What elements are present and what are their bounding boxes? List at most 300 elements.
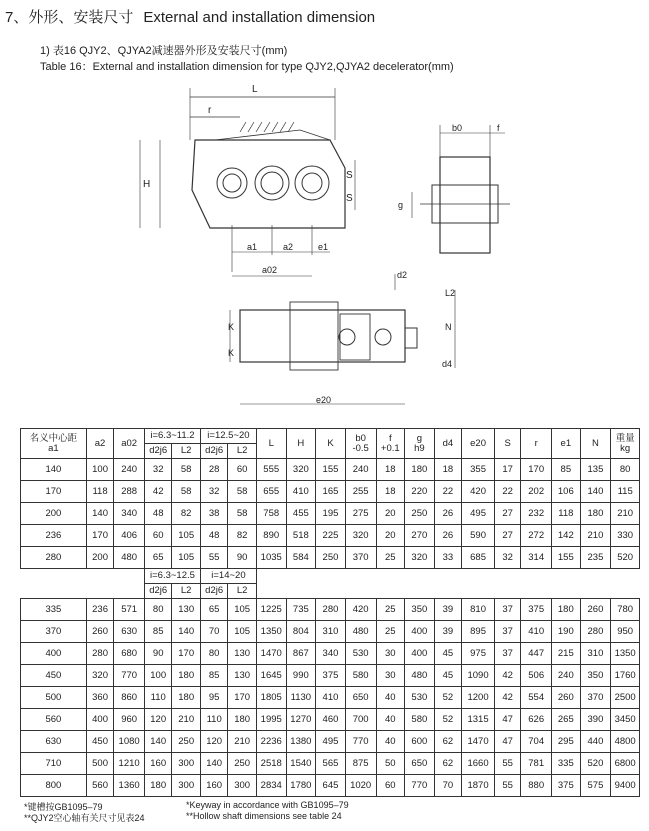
table-cell: 554 [521,687,552,709]
column-header: d4 [434,429,461,459]
table-cell: 700 [345,709,376,731]
table-cell: 42 [144,481,171,503]
table-cell: 280 [316,599,346,621]
table-cell: 140 [172,621,201,643]
table-cell: 100 [144,665,171,687]
table-cell: 170 [521,459,552,481]
table-cell: 2236 [256,731,286,753]
table-cell: 210 [172,709,201,731]
table-cell: 1870 [462,775,495,797]
table-body [21,459,640,797]
table-cell: 440 [580,731,611,753]
table-cell: 250 [316,547,346,569]
footnote-keyway-en: *Keyway in accordance with GB1095–79 [186,800,349,810]
table-cell: 1315 [462,709,495,731]
table-cell: 518 [286,525,316,547]
table-cell: 180 [144,775,171,797]
table-cell: 300 [172,775,201,797]
footnote-hollow-shaft-cn: **QJY2空心轴有关尺寸见表24 [24,813,145,823]
label-H: H [143,179,151,190]
table-cell: 142 [552,525,581,547]
table-cell: 200 [86,547,113,569]
table-cell: 1200 [462,687,495,709]
front-view-drawing [140,84,355,276]
table-cell: 1380 [286,731,316,753]
table-cell: 875 [345,753,376,775]
table-cell: 375 [552,775,581,797]
table-cell: 210 [228,731,257,753]
column-header: L [256,429,286,459]
table-row [21,459,640,481]
table-cell: 42 [495,687,521,709]
table-cell: 240 [345,459,376,481]
table-cell: 170 [86,525,113,547]
table-cell: 70 [200,621,227,643]
table-cell: 105 [172,525,201,547]
table-cell: 1360 [114,775,145,797]
column-header: e20 [462,429,495,459]
table-cell: 58 [228,481,257,503]
table-cell: 375 [316,665,346,687]
table-cell: 895 [462,621,495,643]
table-cell: 410 [521,621,552,643]
table-header [21,429,640,459]
label-e20: e20 [316,395,332,405]
table-cell: 400 [21,643,87,665]
table-cell: 58 [228,503,257,525]
table-cell: 460 [316,709,346,731]
footnote-keyway-cn: *键槽按GB1095–79 [24,802,103,812]
table-cell: 90 [144,643,171,665]
table-cell: 320 [286,459,316,481]
table-cell: 360 [86,687,113,709]
table-cell: 275 [345,503,376,525]
secondary-header-row [21,569,640,584]
table-cell: 120 [200,731,227,753]
table-cell: 235 [580,547,611,569]
table-cell: 60 [144,525,171,547]
table-cell: 6800 [611,753,640,775]
table-cell: 105 [228,621,257,643]
table-cell: 406 [114,525,145,547]
table-cell: 155 [316,459,346,481]
table-cell: 26 [434,525,461,547]
table-cell: 55 [495,775,521,797]
section-heading-cn: 7、外形、安装尺寸 [5,9,134,26]
table-cell: 758 [256,503,286,525]
table-cell: 320 [405,547,435,569]
table-cell: 90 [228,547,257,569]
table-cell: 220 [405,481,435,503]
label-b0: b0 [452,123,463,133]
table-cell: 180 [172,665,201,687]
table-cell: 60 [376,775,405,797]
table-cell: 447 [521,643,552,665]
table-cell: 95 [200,687,227,709]
top-view-drawing [228,270,455,405]
table-cell: 110 [144,687,171,709]
table-cell: 42 [495,665,521,687]
table-row [21,687,640,709]
table-cell: 350 [405,599,435,621]
table-cell: 18 [376,459,405,481]
table-caption-cn: 1) 表16 QJY2、QJYA2减速器外形及安装尺寸(mm) [40,45,288,57]
header-ratio-group: i=6.3~12.5 [144,569,200,584]
table-cell: 165 [316,481,346,503]
column-subheader: d2j6 [200,584,227,599]
column-header: e1 [552,429,581,459]
table-cell: 27 [495,525,521,547]
table-cell: 27 [495,503,521,525]
table-cell: 630 [114,621,145,643]
table-cell: 1225 [256,599,286,621]
table-cell: 180 [552,599,581,621]
side-view-drawing [398,123,510,253]
table-cell: 48 [144,503,171,525]
table-cell: 255 [345,481,376,503]
column-subheader: d2j6 [144,444,171,459]
label-S-lower: S [346,193,353,204]
table-cell: 770 [405,775,435,797]
table-cell: 130 [172,599,201,621]
table-cell: 120 [144,709,171,731]
table-cell: 1540 [286,753,316,775]
table-cell: 170 [21,481,87,503]
table-cell: 215 [552,643,581,665]
table-cell: 195 [316,503,346,525]
table-cell: 52 [434,687,461,709]
table-cell: 37 [495,621,521,643]
table-cell: 590 [462,525,495,547]
table-cell: 250 [172,731,201,753]
table-cell: 1645 [256,665,286,687]
table-cell: 375 [521,599,552,621]
table-cell: 250 [228,753,257,775]
table-cell: 2834 [256,775,286,797]
label-L: L [252,84,258,95]
table-cell: 330 [611,525,640,547]
table-cell: 58 [172,481,201,503]
label-a02: a02 [262,265,278,275]
table-cell: 38 [200,503,227,525]
table-cell: 655 [256,481,286,503]
table-cell: 45 [434,643,461,665]
table-cell: 310 [580,643,611,665]
table-cell: 58 [172,459,201,481]
table-cell: 626 [521,709,552,731]
column-header: b0 -0.5 [345,429,376,459]
table-cell: 115 [611,481,640,503]
table-cell: 170 [228,687,257,709]
table-cell: 2500 [611,687,640,709]
table-cell: 1350 [611,643,640,665]
table-cell: 48 [200,525,227,547]
table-cell: 250 [405,503,435,525]
label-L2: L2 [445,288,456,298]
table-cell: 100 [86,459,113,481]
table-cell: 530 [345,643,376,665]
table-cell: 867 [286,643,316,665]
column-header: 名义中心距 a1 [21,429,87,459]
table-cell: 314 [521,547,552,569]
table-cell: 47 [495,709,521,731]
column-header: 重量 kg [611,429,640,459]
table-cell: 1270 [286,709,316,731]
table-cell: 1780 [286,775,316,797]
table-cell: 810 [462,599,495,621]
table-cell: 950 [611,621,640,643]
table-cell: 685 [462,547,495,569]
table-cell: 190 [552,621,581,643]
table-cell: 225 [316,525,346,547]
table-cell: 260 [86,621,113,643]
table-cell: 200 [21,503,87,525]
table-cell: 280 [580,621,611,643]
table-row [21,621,640,643]
table-cell: 770 [345,731,376,753]
table-cell: 118 [86,481,113,503]
table-cell: 26 [434,503,461,525]
table-row [21,481,640,503]
table-cell: 130 [228,643,257,665]
table-cell: 110 [200,709,227,731]
table-cell: 710 [21,753,87,775]
table-cell: 80 [200,643,227,665]
table-cell: 645 [316,775,346,797]
blank-cell [256,569,639,599]
table-cell: 30 [376,643,405,665]
column-subheader: L2 [228,444,257,459]
table-cell: 260 [580,599,611,621]
column-subheader: d2j6 [200,444,227,459]
table-cell: 85 [200,665,227,687]
table-cell: 370 [345,547,376,569]
table-cell: 55 [200,547,227,569]
table-cell: 555 [256,459,286,481]
table-cell: 140 [200,753,227,775]
table-cell: 280 [86,643,113,665]
column-header: f +0.1 [376,429,405,459]
table-cell: 40 [376,709,405,731]
label-S-upper: S [346,170,353,181]
table-cell: 118 [552,503,581,525]
table-cell: 20 [376,525,405,547]
section-heading [5,6,375,27]
table-cell: 320 [86,665,113,687]
table-cell: 370 [21,621,87,643]
table-cell: 28 [200,459,227,481]
table-cell: 30 [376,665,405,687]
table-cell: 571 [114,599,145,621]
table-cell: 25 [376,547,405,569]
table-cell: 140 [86,503,113,525]
table-cell: 288 [114,481,145,503]
table-cell: 210 [611,503,640,525]
table-cell: 450 [86,731,113,753]
table-cell: 600 [405,731,435,753]
table-cell: 860 [114,687,145,709]
table-cell: 1035 [256,547,286,569]
table-cell: 560 [86,775,113,797]
table-row [21,775,640,797]
table-cell: 495 [316,731,346,753]
table-row [21,643,640,665]
table-cell: 4800 [611,731,640,753]
table-cell: 1470 [462,731,495,753]
header-ratio-group: i=14~20 [200,569,256,584]
table-cell: 560 [21,709,87,731]
table-cell: 650 [405,753,435,775]
table-cell: 295 [552,731,581,753]
column-header: K [316,429,346,459]
table-cell: 60 [228,459,257,481]
table-cell: 160 [144,753,171,775]
table-row [21,665,640,687]
table-cell: 270 [405,525,435,547]
table-row [21,753,640,775]
table-cell: 1210 [114,753,145,775]
table-cell: 3450 [611,709,640,731]
header-ratio-group: i=6.3~11.2 [144,429,200,444]
label-d2: d2 [397,270,408,280]
table-cell: 390 [580,709,611,731]
table-cell: 55 [495,753,521,775]
table-cell: 300 [172,753,201,775]
table-cell: 272 [521,525,552,547]
table-cell: 106 [552,481,581,503]
column-header: g h9 [405,429,435,459]
footnote-hollow-shaft-en: **Hollow shaft dimensions see table 24 [186,811,342,821]
table-cell: 62 [434,731,461,753]
table-cell: 506 [521,665,552,687]
label-N: N [445,322,452,332]
table-cell: 180 [172,687,201,709]
table-cell: 236 [86,599,113,621]
table-cell: 960 [114,709,145,731]
table-cell: 520 [580,753,611,775]
table-cell: 575 [580,775,611,797]
table-cell: 130 [228,665,257,687]
technical-drawings [0,70,649,420]
table-cell: 780 [611,599,640,621]
table-cell: 82 [228,525,257,547]
table-cell: 70 [434,775,461,797]
table-cell: 1805 [256,687,286,709]
table-cell: 450 [21,665,87,687]
table-cell: 62 [434,753,461,775]
table-cell: 210 [580,525,611,547]
label-d4: d4 [442,359,453,369]
column-subheader: L2 [228,584,257,599]
table-cell: 650 [345,687,376,709]
table-cell: 1350 [256,621,286,643]
column-header: H [286,429,316,459]
table-cell: 340 [114,503,145,525]
table-cell: 160 [200,775,227,797]
table-cell: 22 [434,481,461,503]
table-cell: 105 [172,547,201,569]
table-cell: 40 [376,687,405,709]
table-cell: 25 [376,621,405,643]
table-cell: 310 [316,621,346,643]
table-cell: 280 [21,547,87,569]
table-cell: 25 [376,599,405,621]
table-cell: 20 [376,503,405,525]
column-header: r [521,429,552,459]
blank-cell [21,569,145,599]
table-cell: 135 [580,459,611,481]
table-cell: 9400 [611,775,640,797]
table-cell: 180 [228,709,257,731]
table-cell: 500 [21,687,87,709]
table-cell: 520 [611,547,640,569]
table-cell: 140 [580,481,611,503]
table-cell: 300 [228,775,257,797]
table-cell: 480 [114,547,145,569]
table-cell: 65 [144,547,171,569]
table-row [21,731,640,753]
label-K-upper: K [228,322,235,332]
table-cell: 781 [521,753,552,775]
table-cell: 80 [144,599,171,621]
table-cell: 240 [552,665,581,687]
table-cell: 880 [521,775,552,797]
table-cell: 735 [286,599,316,621]
table-cell: 18 [434,459,461,481]
table-cell: 455 [286,503,316,525]
table-cell: 40 [376,731,405,753]
table-cell: 480 [405,665,435,687]
table-cell: 37 [495,643,521,665]
table-cell: 45 [434,665,461,687]
table-cell: 202 [521,481,552,503]
table-cell: 232 [521,503,552,525]
label-K-lower: K [228,348,235,358]
column-header: S [495,429,521,459]
table-row [21,525,640,547]
table-cell: 33 [434,547,461,569]
table-cell: 32 [495,547,521,569]
table-cell: 680 [114,643,145,665]
table-cell: 335 [21,599,87,621]
label-g: g [398,200,404,210]
column-header: a02 [114,429,145,459]
header-ratio-group: i=12.5~20 [200,429,256,444]
table-cell: 580 [405,709,435,731]
table-cell: 495 [462,503,495,525]
header-row [21,429,640,444]
table-cell: 1090 [462,665,495,687]
table-cell: 85 [552,459,581,481]
table-cell: 105 [228,599,257,621]
table-cell: 480 [345,621,376,643]
table-cell: 17 [495,459,521,481]
table-cell: 32 [200,481,227,503]
table-cell: 410 [316,687,346,709]
table-cell: 400 [405,621,435,643]
table-cell: 1130 [286,687,316,709]
table-cell: 770 [114,665,145,687]
section-heading-en: External and installation dimension [143,9,376,26]
table-cell: 804 [286,621,316,643]
table-cell: 1080 [114,731,145,753]
table-cell: 400 [86,709,113,731]
table-cell: 18 [376,481,405,503]
table-cell: 140 [144,731,171,753]
column-header: N [580,429,611,459]
table-cell: 584 [286,547,316,569]
table-cell: 370 [580,687,611,709]
